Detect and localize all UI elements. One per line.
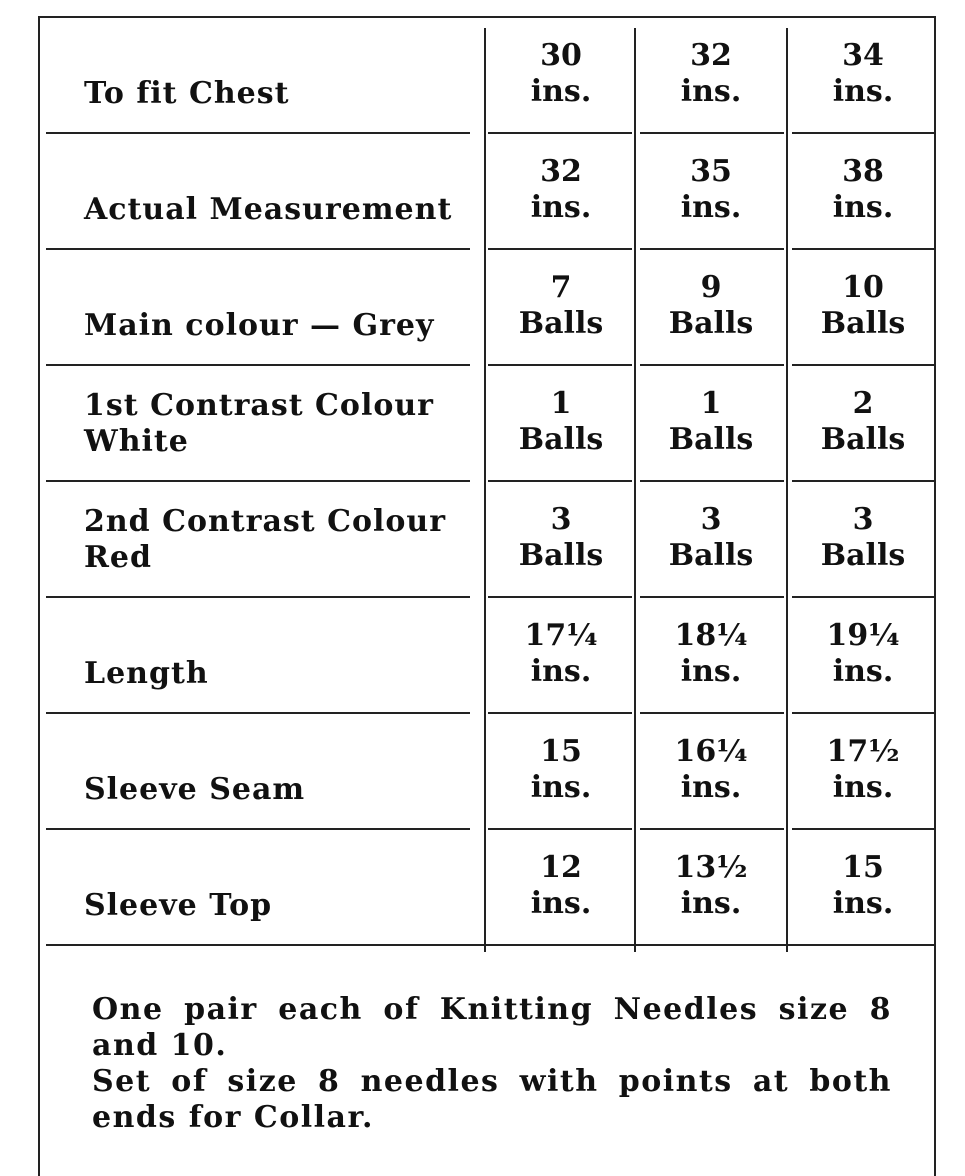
cell-amount: 15 — [842, 850, 884, 885]
cell-amount: 9 — [700, 270, 722, 305]
size-cell — [790, 618, 936, 690]
size-cell — [488, 38, 634, 110]
row-label-line: To fit Chest — [84, 76, 290, 111]
table-row — [40, 714, 934, 830]
cell-amount: 12 — [540, 850, 582, 885]
cell-amount: 35 — [690, 154, 732, 189]
cell-amount: 30 — [540, 38, 582, 73]
size-cell — [638, 502, 784, 574]
row-label — [84, 656, 484, 692]
size-cell — [638, 38, 784, 110]
cell-unit: ins. — [680, 654, 742, 689]
cell-amount: 19¼ — [826, 618, 900, 653]
row-label-line: Length — [84, 656, 209, 691]
cell-amount: 1 — [550, 386, 572, 421]
size-cell — [488, 270, 634, 342]
row-label — [84, 504, 484, 576]
cell-amount: 32 — [690, 38, 732, 73]
cell-amount: 10 — [842, 270, 884, 305]
table-bottom-rule — [46, 944, 936, 946]
size-cell — [790, 154, 936, 226]
row-label — [84, 772, 484, 808]
cell-unit: Balls — [668, 422, 754, 457]
table-row — [40, 134, 934, 250]
row-label-line: Sleeve Seam — [84, 772, 306, 807]
size-cell — [488, 502, 634, 574]
size-cell — [638, 270, 784, 342]
cell-amount: 18¼ — [674, 618, 748, 653]
cell-amount: 1 — [700, 386, 722, 421]
row-label — [84, 76, 484, 112]
cell-unit: ins. — [530, 74, 592, 109]
size-cell — [488, 850, 634, 922]
row-label — [84, 388, 484, 460]
cell-unit: Balls — [518, 422, 604, 457]
cell-amount: 17¼ — [524, 618, 598, 653]
cell-unit: ins. — [832, 654, 894, 689]
size-cell — [488, 734, 634, 806]
cell-amount: 32 — [540, 154, 582, 189]
needles-note — [92, 992, 892, 1136]
row-label-line: Actual Measurement — [84, 192, 453, 227]
cell-unit: Balls — [518, 538, 604, 573]
size-cell — [488, 386, 634, 458]
cell-unit: Balls — [820, 306, 906, 341]
size-cell — [790, 270, 936, 342]
cell-amount: 15 — [540, 734, 582, 769]
cell-amount: 38 — [842, 154, 884, 189]
cell-unit: ins. — [530, 770, 592, 805]
row-label-line: Main colour — Grey — [84, 308, 435, 343]
cell-amount: 3 — [852, 502, 874, 537]
cell-unit: Balls — [820, 422, 906, 457]
cell-unit: Balls — [668, 538, 754, 573]
table-row — [40, 830, 934, 946]
row-label-line: 2nd Contrast Colour — [84, 504, 447, 539]
cell-unit: Balls — [518, 306, 604, 341]
size-cell — [790, 850, 936, 922]
cell-unit: ins. — [680, 886, 742, 921]
cell-unit: ins. — [832, 190, 894, 225]
cell-amount: 16¼ — [674, 734, 748, 769]
cell-amount: 2 — [852, 386, 874, 421]
size-cell — [638, 154, 784, 226]
size-cell — [638, 618, 784, 690]
cell-amount: 3 — [550, 502, 572, 537]
cell-unit: ins. — [680, 770, 742, 805]
size-cell — [488, 618, 634, 690]
cell-amount: 7 — [550, 270, 572, 305]
cell-unit: Balls — [820, 538, 906, 573]
needles-note-line-1: One pair each of Knitting Needles size 8 and 10. — [92, 992, 892, 1063]
size-cell — [790, 38, 936, 110]
cell-unit: Balls — [668, 306, 754, 341]
cell-amount: 13½ — [674, 850, 748, 885]
row-label-line: Sleeve Top — [84, 888, 273, 923]
size-cell — [790, 502, 936, 574]
cell-unit: ins. — [680, 74, 742, 109]
row-label-line: 1st Contrast Colour — [84, 388, 434, 423]
cell-amount: 3 — [700, 502, 722, 537]
cell-unit: ins. — [832, 770, 894, 805]
size-cell — [638, 850, 784, 922]
size-cell — [638, 734, 784, 806]
table-row — [40, 482, 934, 598]
cell-unit: ins. — [832, 74, 894, 109]
row-label — [84, 308, 484, 344]
row-label — [84, 888, 484, 924]
size-cell — [790, 386, 936, 458]
table-row — [40, 366, 934, 482]
row-label — [84, 192, 484, 228]
cell-unit: ins. — [832, 886, 894, 921]
cell-unit: ins. — [530, 190, 592, 225]
table-row — [40, 598, 934, 714]
size-cell — [638, 386, 784, 458]
table-row — [40, 250, 934, 366]
size-cell — [488, 154, 634, 226]
row-label-line: Red — [84, 540, 152, 575]
table-row — [40, 18, 934, 134]
cell-unit: ins. — [680, 190, 742, 225]
cell-unit: ins. — [530, 886, 592, 921]
cell-amount: 34 — [842, 38, 884, 73]
row-label-line: White — [84, 424, 189, 459]
cell-unit: ins. — [530, 654, 592, 689]
size-cell — [790, 734, 936, 806]
needles-note-line-2: Set of size 8 needles with points at both ends for Collar. — [92, 1064, 892, 1135]
cell-amount: 17½ — [826, 734, 900, 769]
knitting-pattern-sheet — [38, 16, 936, 1176]
